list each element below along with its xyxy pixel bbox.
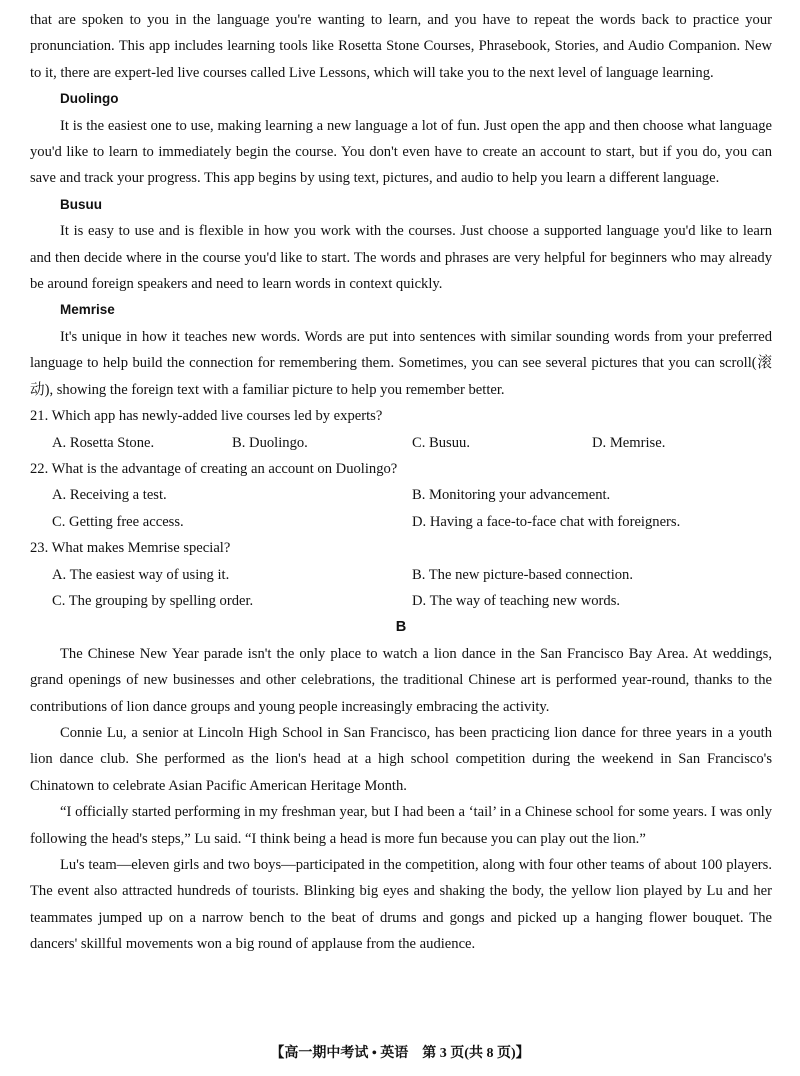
option-23-b: B. The new picture-based connection.: [412, 566, 633, 583]
passage-b-paragraph-4: Lu's team—eleven girls and two boys—participated in the competition, along with four other teams of about 100 players. The event also attracted hundreds of tourists. Blinking big eyes and shaking the body, the yellow lion played by Lu and her teammates jumped up on a narrow bench to the beat of drums and gongs and picked up a hanging flower bouquet. The dancers' skillful movements won a big round of applause from the audience.: [30, 857, 772, 953]
option-22-c: C. Getting free access.: [52, 513, 184, 530]
intro-paragraph: that are spoken to you in the language you're wanting to learn, and you have to repeat the words back to practice your pronunciation. This app includes learning tools like Rosetta Stone Courses, Phrasebook, Stories, and Audio Companion. New to it, there are expert-led live courses called Live Lessons, which will take you to the next level of language learning.: [30, 12, 772, 81]
option-22-a: A. Receiving a test.: [52, 487, 167, 504]
question-22-options-row1: [30, 482, 772, 508]
question-21: 21. Which app has newly-added live courses led by experts?: [30, 408, 383, 425]
page-footer: 【高一期中考试 • 英语 第 3 页(共 8 页)】: [270, 1046, 530, 1061]
option-21-a: A. Rosetta Stone.: [52, 434, 155, 451]
passage-b-paragraph-3: “I officially started performing in my freshman year, but I had been a ‘tail’ in a Chinese school for some years. I was only following the head's steps,” Lu said. “I think being a head is more fun because you can play out the lion.”: [30, 804, 772, 847]
option-22-b: B. Monitoring your advancement.: [412, 487, 611, 504]
app-text-memrise: It's unique in how it teaches new words. Words are put into sentences with similar sounding words from your preferred language to help build the connection for remembering them. Sometimes, you can see several pictures that you can scroll(滚动), showing the foreign text with a familiar picture to help you remember better.: [30, 328, 772, 398]
option-22-d: D. Having a face-to-face chat with foreigners.: [412, 513, 681, 530]
option-23-d: D. The way of teaching new words.: [412, 592, 621, 609]
question-23-options-row1: [30, 562, 772, 588]
option-23-c: C. The grouping by spelling order.: [52, 592, 254, 609]
app-heading-duolingo: Duolingo: [60, 91, 119, 107]
option-23-a: A. The easiest way of using it.: [52, 566, 230, 583]
option-21-b: B. Duolingo.: [232, 434, 308, 451]
question-23-options-row2: [30, 588, 772, 614]
passage-b-paragraph-2: Connie Lu, a senior at Lincoln High School in San Francisco, has been practicing lion dance for three years in a youth lion dance club. She performed as the lion's head at a high school competition during the weekend in San Francisco's Chinatown to celebrate Asian Pacific American Heritage Month.: [30, 724, 772, 794]
option-21-d: D. Memrise.: [592, 434, 666, 451]
app-text-busuu: It is easy to use and is flexible in how you work with the courses. Just choose a supported language you'd like to learn and then decide where in the course you'd like to start. The words and phrases are very helpful for beginners who may already be around foreign speakers and need to learn words in context quickly.: [30, 223, 772, 293]
app-heading-memrise: Memrise: [60, 302, 115, 318]
option-21-c: C. Busuu.: [412, 434, 470, 451]
app-text-duolingo: It is the easiest one to use, making learning a new language a lot of fun. Just open the app and then choose what language you'd like to learn to immediately begin the course. You don't even have to create an account to start, but if you do, you can save and track your progress. This app begins by using text, pictures, and audio to help you learn a different language.: [30, 117, 772, 187]
app-heading-busuu: Busuu: [60, 196, 102, 212]
passage-b-paragraph-1: The Chinese New Year parade isn't the only place to watch a lion dance in the San Francisco Bay Area. At weddings, grand openings of new businesses and other celebrations, the traditional Chinese art is performed year-round, thanks to the contributions of lion dance groups and young people increasingly embracing the activity.: [30, 645, 772, 715]
question-23: 23. What makes Memrise special?: [30, 540, 231, 557]
question-22: 22. What is the advantage of creating an account on Duolingo?: [30, 460, 398, 477]
question-21-options: [30, 430, 772, 456]
section-b-title: B: [395, 619, 407, 636]
question-22-options-row2: [30, 509, 772, 535]
